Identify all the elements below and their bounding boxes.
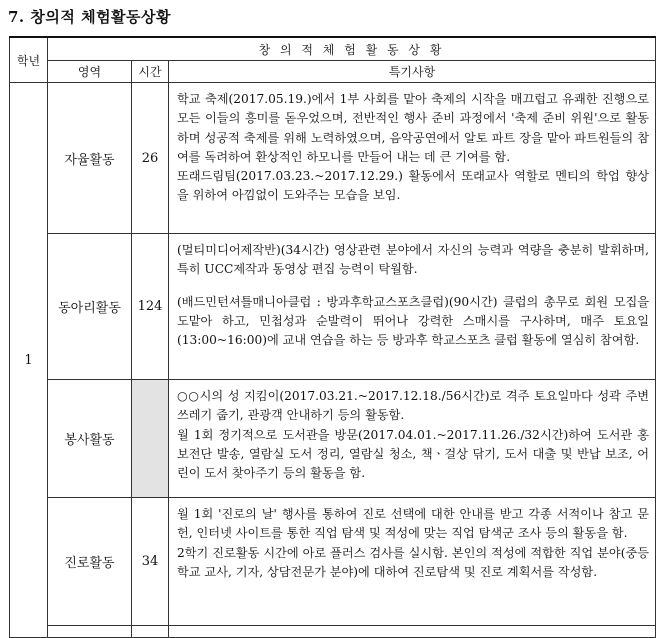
grade-header: 학년 [10,37,48,83]
note-paragraph: 또래드림팀(2017.03.23.~2017.12.29.) 활동에서 또래교사 역할로 멘티의 학업 향상을 위하여 아낌없이 도와주는 모습을 보임. [177,169,650,203]
note-paragraph: 월 1회 정기적으로 도서관을 방문(2017.04.01.~2017.11.26./32시간)하여 도서관 홍보전단 발송, 열람실 도서 정리, 열람실 청소, 책ㆍ걸상 닦기, 도서 대출 및 반납 보조, 어린이 도서 찾아주기 등의 활동을 함. [177,427,650,481]
note-paragraph: (멀티미디어제작반)(34시간) 영상관련 분야에서 자신의 능력과 역량을 충분히 발휘하며, 특히 UCC제작과 동영상 편집 능력이 탁월함. [177,243,650,277]
hours-cell: 26 [132,83,169,234]
note-paragraph: 월 1회 '진로의 날' 행사를 통하여 진로 선택에 대한 안내를 받고 각종 서적이나 참고 문헌, 인터넷 사이트를 통한 직업 탐색 및 적성에 맞는 직업 탐색군 조사 등의 활동을 함. [177,507,650,541]
hours-cell: 124 [132,234,169,380]
notes-cell [169,380,656,498]
area-cell: 동아리활동 [48,234,132,380]
area-cell: 봉사활동 [48,380,132,498]
table-row [10,83,656,234]
main-header: 창 의 적 체 험 활 동 상 황 [48,37,656,61]
empty-cell [169,626,656,638]
table-row [10,626,656,638]
hours-cell [132,380,169,498]
empty-cell [132,626,169,638]
note-paragraph: ○○시의 성 지킴이(2017.03.21.~2017.12.18./56시간)로 격주 토요일마다 성곽 주변 쓰레기 줍기, 관광객 안내하기 등의 활동함. [177,389,650,423]
notes-header: 특기사항 [169,61,656,83]
note-paragraph: 2학기 진로활동 시간에 아로 플러스 검사를 실시함. 본인의 적성에 적합한 직업 분야(중등학교 교사, 기자, 상담전문가 분야)에 대하여 진로탐색 및 진로 계획서를 작성함. [177,545,650,579]
note-paragraph: (배드민턴셔틀매니아클럽 : 방과후학교스포츠클럽)(90시간) 클럽의 총무로 회원 모집을 도맡아 하고, 민첩성과 순발력이 뛰어나 강력한 스매시를 구사하며, 매주 토요일(13:00~16:00)에 교내 연습을 하는 등 방과후 학교스포츠 클럽 활동에 열심히 참여함. [177,294,650,348]
table-row [10,234,656,380]
notes-cell [169,83,656,234]
hours-cell: 34 [132,498,169,626]
area-cell: 자율활동 [48,83,132,234]
activity-table [9,36,656,638]
note-paragraph: 학교 축제(2017.05.19.)에서 1부 사회를 맡아 축제의 시작을 매끄럽고 유쾌한 진행으로 모든 이들의 흥미를 돋우었으며, 전반적인 행사 준비 과정에서 '축제 준비 위원'으로 활동하며 성공적 축제를 위해 노력하였으며, 음악공연에서 알토 파트 장을 맡아 파트원들의 참여를 독려하여 환상적인 하모니를 만들어 내는 데 큰 기여를 함. [177,92,650,164]
table-row [10,380,656,498]
section-title: 7. 창의적 체험활동상황 [8,8,172,26]
table-row [10,498,656,626]
empty-cell [48,626,132,638]
area-header: 영역 [48,61,132,83]
grade-cell: 1 [10,83,48,638]
notes-cell [169,234,656,380]
notes-cell [169,498,656,626]
hours-header: 시간 [132,61,169,83]
area-cell: 진로활동 [48,498,132,626]
